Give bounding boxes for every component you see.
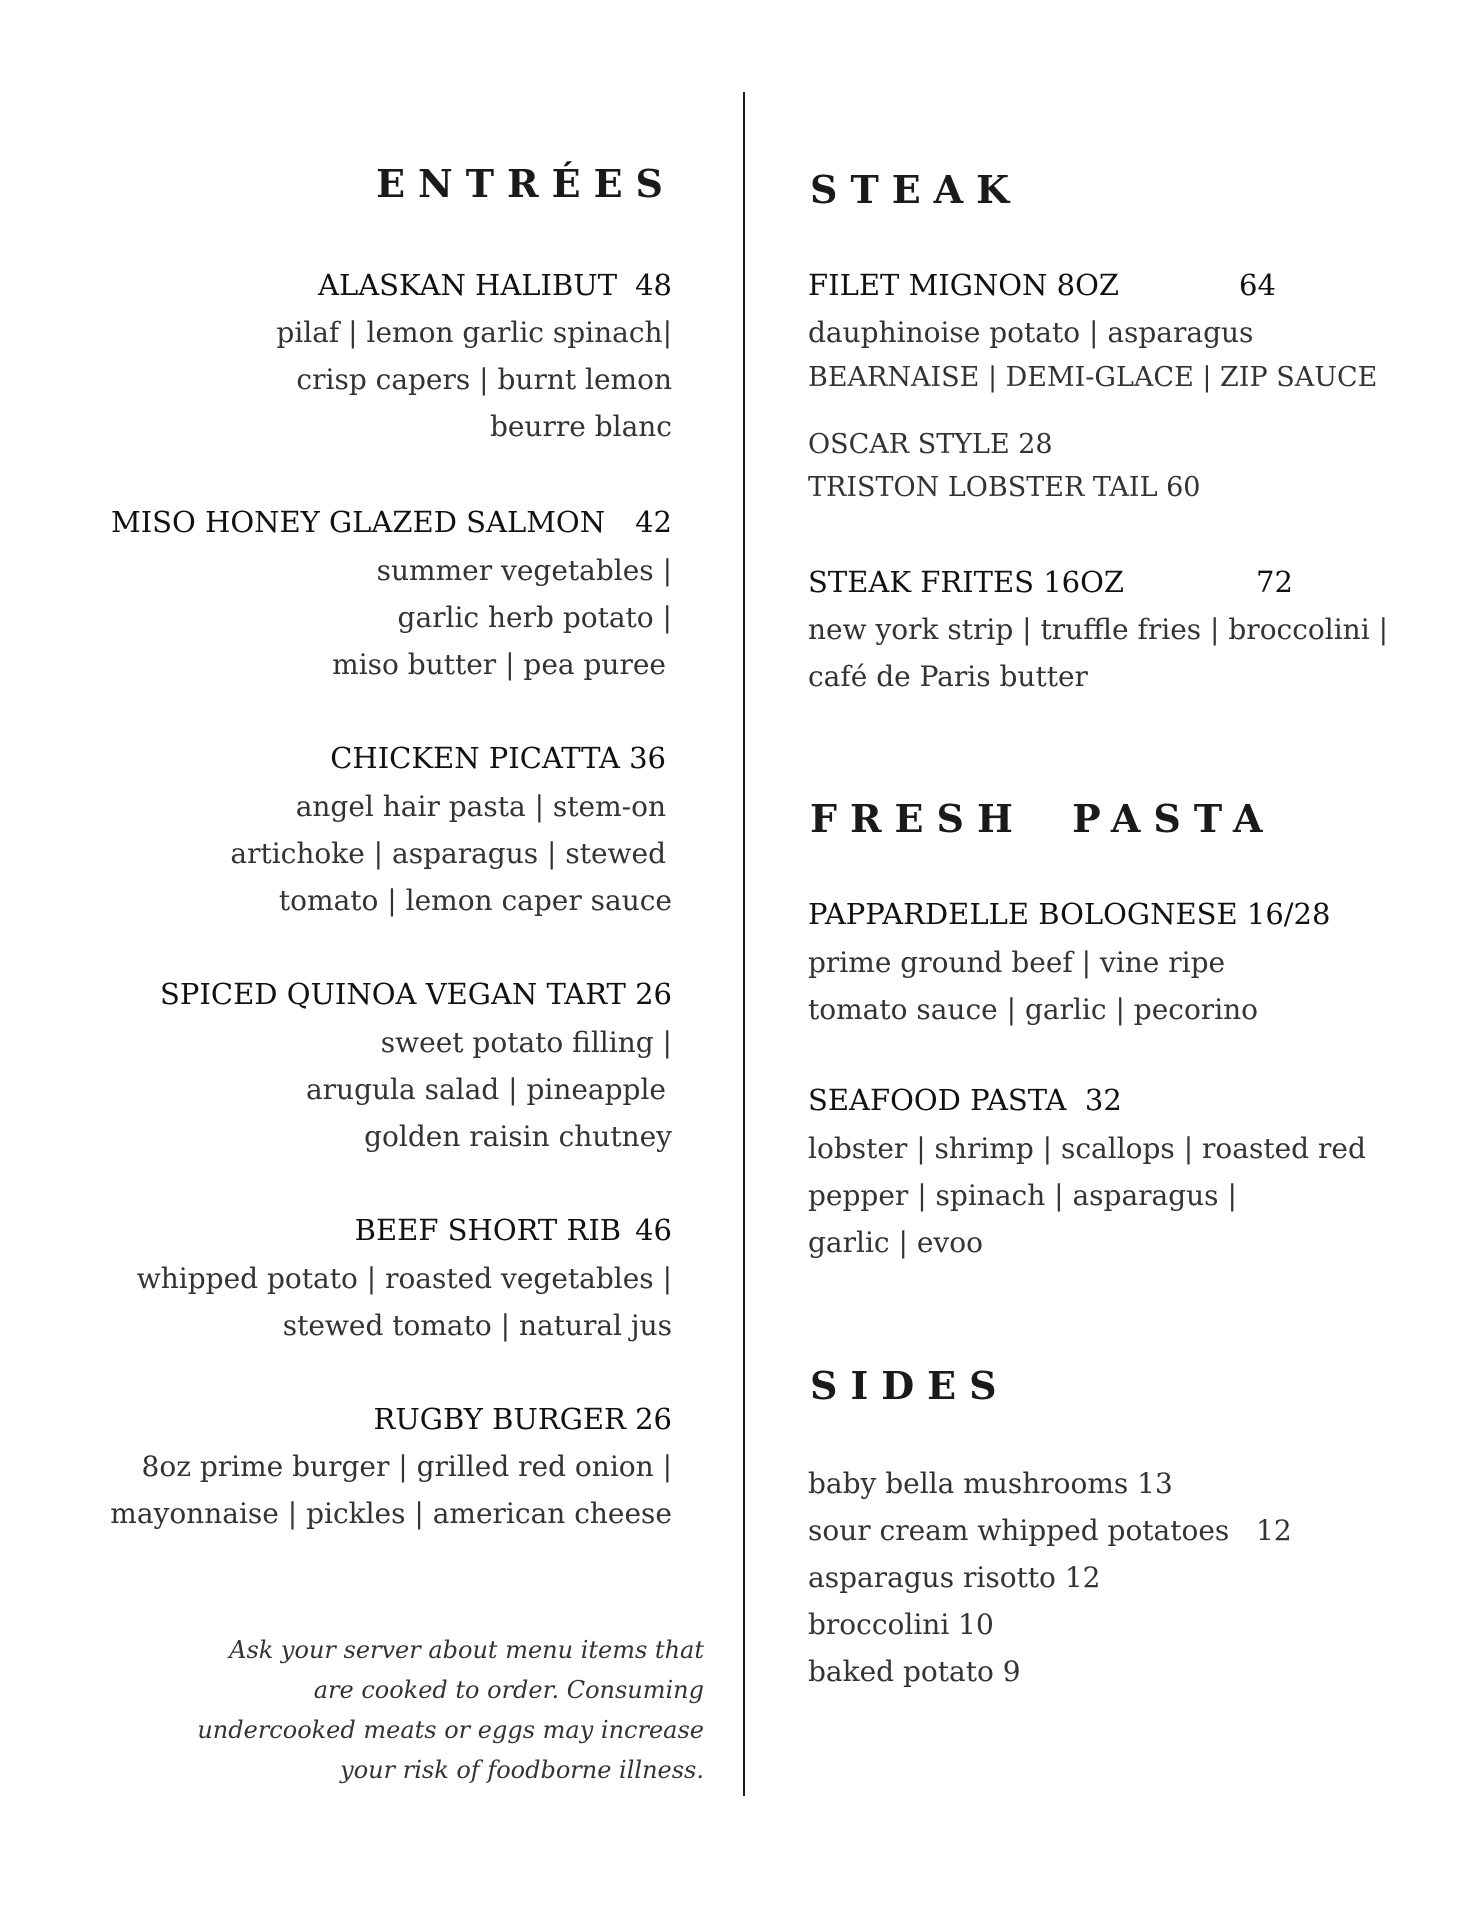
menu-item-name: RUGBY BURGER 26 xyxy=(373,1402,672,1436)
menu-item-desc: whipped potato | roasted vegetables | xyxy=(136,1262,672,1295)
menu-item-desc: café de Paris butter xyxy=(808,660,1088,693)
menu-item-desc: arugula salad | pineapple xyxy=(305,1073,666,1106)
menu-item-desc: mayonnaise | pickles | american cheese xyxy=(110,1497,672,1530)
menu-item-name: SEAFOOD PASTA 32 xyxy=(808,1083,1122,1117)
menu-item-desc: sweet potato filling | xyxy=(380,1026,672,1059)
menu-item-desc: beurre blanc xyxy=(489,410,672,443)
side-item: broccolini 10 xyxy=(808,1608,994,1641)
menu-item-desc: prime ground beef | vine ripe xyxy=(808,946,1226,979)
menu-item-desc: artichoke | asparagus | stewed xyxy=(230,837,666,870)
menu-item-desc: pilaf | lemon garlic spinach| xyxy=(276,316,672,349)
side-item: asparagus risotto 12 xyxy=(808,1561,1101,1594)
menu-item-name: CHICKEN PICATTA 36 xyxy=(330,741,666,775)
menu-item-desc: garlic | evoo xyxy=(808,1226,983,1259)
menu-item-desc: golden raisin chutney xyxy=(364,1120,672,1153)
menu-item-addon: TRISTON LOBSTER TAIL 60 xyxy=(808,472,1201,503)
menu-item-desc: dauphinoise potato | asparagus xyxy=(808,316,1254,349)
menu-item-desc: new york strip | truffle fries | broccolini | xyxy=(808,613,1389,646)
menu-item-desc: 8oz prime burger | grilled red onion | xyxy=(141,1450,672,1483)
menu-item-name: SPICED QUINOA VEGAN TART 26 xyxy=(160,977,672,1011)
menu-item-desc: summer vegetables | xyxy=(376,554,672,587)
side-item: baked potato 9 xyxy=(808,1655,1021,1688)
menu-item-addon: OSCAR STYLE 28 xyxy=(808,429,1053,460)
menu-item-name: PAPPARDELLE BOLOGNESE 16/28 xyxy=(808,897,1331,931)
section-title-fresh-pasta: FRESH PASTA xyxy=(810,796,1276,841)
menu-item-desc: pepper | spinach | asparagus | xyxy=(808,1179,1237,1212)
side-item: baby bella mushrooms 13 xyxy=(808,1467,1173,1500)
menu-item-desc: angel hair pasta | stem-on xyxy=(295,790,666,823)
allergy-note: Ask your server about menu items that are cooked to order. Consuming undercooked meats or eggs may increase your risk of foodborne illness. xyxy=(197,1636,704,1784)
section-title-sides: SIDES xyxy=(810,1363,1010,1408)
menu-item-name: FILET MIGNON 8OZ 64 xyxy=(808,268,1276,302)
column-divider xyxy=(743,92,745,1796)
menu-item-desc: garlic herb potato | xyxy=(397,601,672,634)
menu-item-sauces: BEARNAISE | DEMI-GLACE | ZIP SAUCE xyxy=(808,362,1378,393)
section-title-steak: STEAK xyxy=(810,167,1023,212)
menu-item-name: STEAK FRITES 16OZ 72 xyxy=(808,565,1293,599)
menu-item-desc: miso butter | pea puree xyxy=(332,648,666,681)
menu-item-desc: tomato sauce | garlic | pecorino xyxy=(808,993,1259,1026)
section-title-entrees: ENTRÉES xyxy=(376,161,676,206)
menu-item-desc: lobster | shrimp | scallops | roasted red xyxy=(808,1132,1366,1165)
menu-item-desc: tomato | lemon caper sauce xyxy=(278,884,672,917)
menu-item-desc: crisp capers | burnt lemon xyxy=(296,363,672,396)
menu-item-name: ALASKAN HALIBUT 48 xyxy=(318,268,672,302)
menu-item-name: BEEF SHORT RIB 46 xyxy=(354,1213,672,1247)
side-item: sour cream whipped potatoes 12 xyxy=(808,1514,1292,1547)
menu-item-desc: stewed tomato | natural jus xyxy=(282,1309,672,1342)
menu-item-name: MISO HONEY GLAZED SALMON 42 xyxy=(111,505,672,539)
